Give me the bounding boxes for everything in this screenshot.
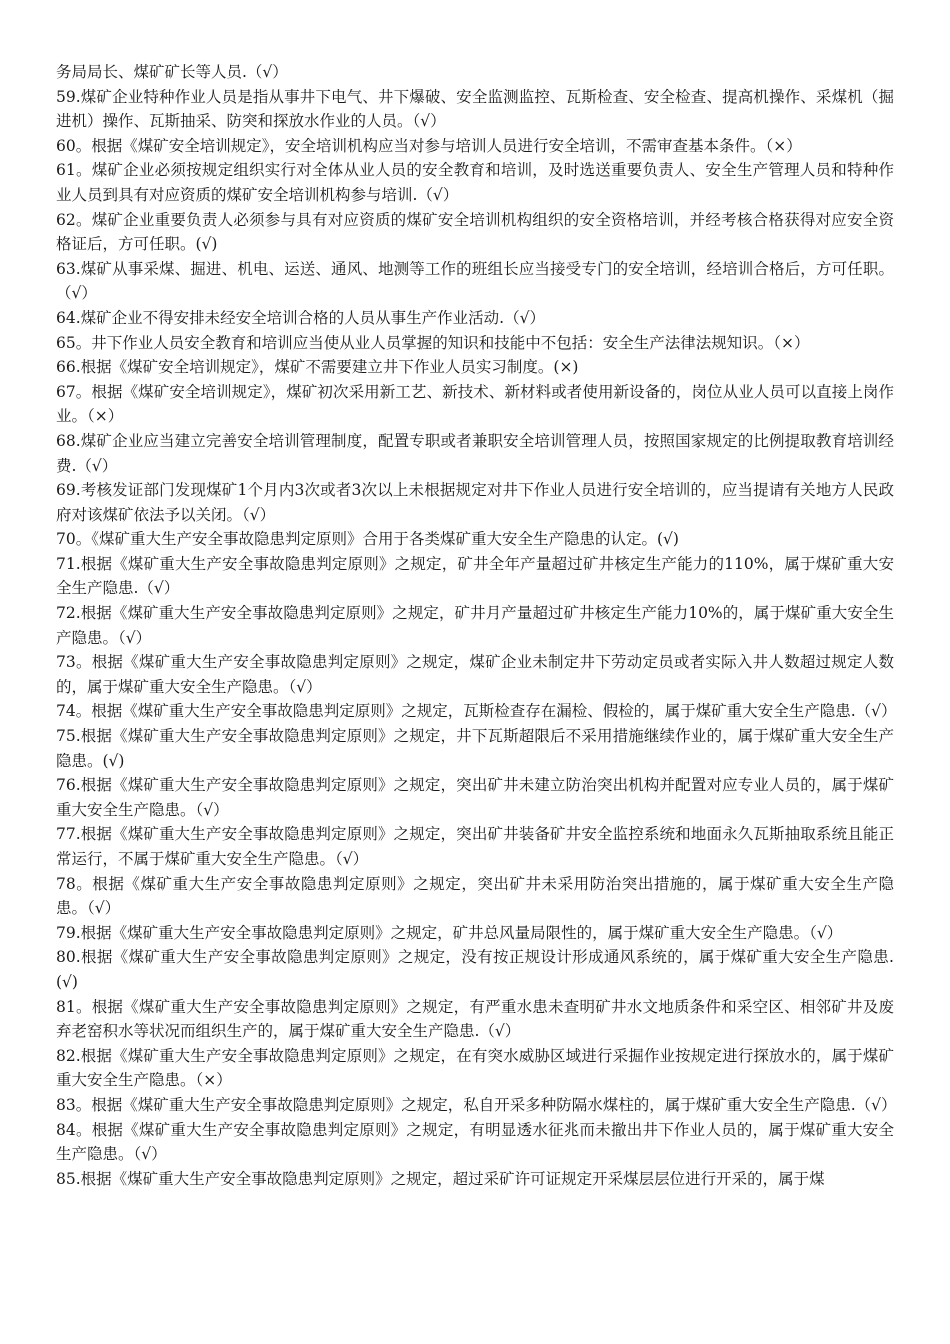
question-59: 59.煤矿企业特种作业人员是指从事井下电气、井下爆破、安全监测监控、瓦斯检查、安全检查、提高机操作、采煤机（掘进机）操作、瓦斯抽采、防突和探放水作业的人员。（√）	[56, 87, 894, 131]
question-81: 81。根据《煤矿重大生产安全事故隐患判定原则》之规定，有严重水患未查明矿井水文地质条件和采空区、相邻矿井及废弃老窑积水等状况而组织生产的，属于煤矿重大安全生产隐患.（√）	[56, 997, 894, 1041]
question-73: 73。根据《煤矿重大生产安全事故隐患判定原则》之规定，煤矿企业未制定井下劳动定员或者实际入井人数超过规定人数的，属于煤矿重大安全生产隐患。（√）	[56, 653, 894, 696]
paragraph-continuation: 务局局长、煤矿矿长等人员.（√）	[56, 63, 288, 81]
question-77: 77.根据《煤矿重大生产安全事故隐患判定原则》之规定，突出矿井装备矿井安全监控系统和地面永久瓦斯抽取系统且能正常运行，不属于煤矿重大安全生产隐患。（√）	[56, 825, 894, 868]
question-68: 68.煤矿企业应当建立完善安全培训管理制度，配置专职或者兼职安全培训管理人员，按照国家规定的比例提取教育培训经费.（√）	[56, 431, 894, 475]
question-63: 63.煤矿从事采煤、掘进、机电、运送、通风、地测等工作的班组长应当接受专门的安全培训，经培训合格后，方可任职。（√）	[56, 259, 894, 303]
question-82: 82.根据《煤矿重大生产安全事故隐患判定原则》之规定，在有突水威胁区域进行采掘作业按规定进行探放水的，属于煤矿重大安全生产隐患。（×）	[56, 1046, 894, 1090]
question-72: 72.根据《煤矿重大生产安全事故隐患判定原则》之规定，矿井月产量超过矿井核定生产能力10%的，属于煤矿重大安全生产隐患。（√）	[56, 604, 894, 647]
question-79: 79.根据《煤矿重大生产安全事故隐患判定原则》之规定，矿井总风量局限性的，属于煤矿重大安全生产隐患。（√）	[56, 923, 843, 942]
question-85: 85.根据《煤矿重大生产安全事故隐患判定原则》之规定，超过采矿许可证规定开采煤层层位进行开采的，属于煤	[56, 1169, 825, 1188]
question-80: 80.根据《煤矿重大生产安全事故隐患判定原则》之规定，没有按正规设计形成通风系统的，属于煤矿重大安全生产隐患.(√)	[56, 948, 894, 991]
question-75: 75.根据《煤矿重大生产安全事故隐患判定原则》之规定，井下瓦斯超限后不采用措施继续作业的，属于煤矿重大安全生产隐患。(√)	[56, 727, 894, 770]
question-83: 83。根据《煤矿重大生产安全事故隐患判定原则》之规定，私自开采多种防隔水煤柱的，属于煤矿重大安全生产隐患.（√）	[56, 1095, 897, 1114]
question-71: 71.根据《煤矿重大生产安全事故隐患判定原则》之规定，矿井全年产量超过矿井核定生产能力的110%，属于煤矿重大安全生产隐患.（√）	[56, 554, 894, 598]
question-74: 74。根据《煤矿重大生产安全事故隐患判定原则》之规定，瓦斯检查存在漏检、假检的，属于煤矿重大安全生产隐患.（√）	[56, 702, 897, 721]
question-84: 84。根据《煤矿重大生产安全事故隐患判定原则》之规定，有明显透水征兆而未撤出井下作业人员的，属于煤矿重大安全生产隐患。（√）	[56, 1120, 894, 1164]
question-67: 67。根据《煤矿安全培训规定》，煤矿初次采用新工艺、新技术、新材料或者使用新设备的，岗位从业人员可以直接上岗作业。（×）	[56, 382, 894, 426]
question-78: 78。根据《煤矿重大生产安全事故隐患判定原则》之规定，突出矿井未采用防治突出措施的，属于煤矿重大安全生产隐患。（√）	[56, 874, 894, 918]
question-65: 65。井下作业人员安全教育和培训应当使从业人员掌握的知识和技能中不包括：安全生产法律法规知识。（×）	[56, 333, 810, 352]
question-66: 66.根据《煤矿安全培训规定》，煤矿不需要建立井下作业人员实习制度。(×)	[56, 358, 579, 377]
question-60: 60。根据《煤矿安全培训规定》，安全培训机构应当对参与培训人员进行安全培训，不需审查基本条件。（×）	[56, 136, 802, 155]
question-76: 76.根据《煤矿重大生产安全事故隐患判定原则》之规定，突出矿井未建立防治突出机构并配置对应专业人员的，属于煤矿重大安全生产隐患。（√）	[56, 776, 894, 819]
question-64: 64.煤矿企业不得安排未经安全培训合格的人员从事生产作业活动.（√）	[56, 308, 545, 327]
question-70: 70。《煤矿重大生产安全事故隐患判定原则》合用于各类煤矿重大安全生产隐患的认定。(√)	[56, 530, 679, 549]
question-69: 69.考核发证部门发现煤矿1个月内3次或者3次以上未根据规定对井下作业人员进行安全培训的，应当提请有关地方人民政府对该煤矿依法予以关闭。（√）	[56, 481, 894, 524]
question-61: 61。煤矿企业必须按规定组织实行对全体从业人员的安全教育和培训，及时选送重要负责人、安全生产管理人员和特种作业人员到具有对应资质的煤矿安全培训机构参与培训.（√）	[56, 161, 894, 204]
question-62: 62。煤矿企业重要负责人必须参与具有对应资质的煤矿安全培训机构组织的安全资格培训，并经考核合格获得对应安全资格证后，方可任职。(√)	[56, 210, 894, 254]
